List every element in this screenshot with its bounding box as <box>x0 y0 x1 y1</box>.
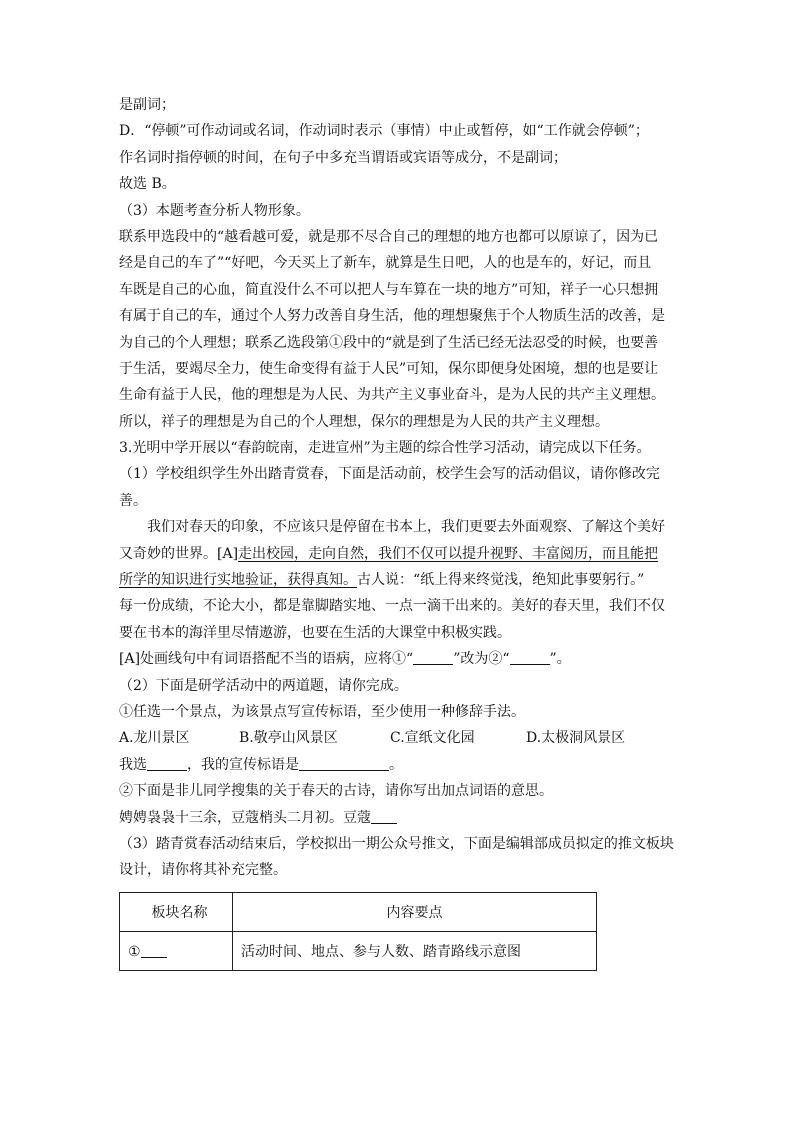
underlined-sentence: 所学的知识进行实地验证，获得真知。 <box>119 572 357 589</box>
text-line <box>119 541 689 567</box>
table-header-cell: 板块名称 <box>120 892 233 931</box>
text-line: 我们对春天的印象，不应该只是停留在书本上，我们更要去外面观察、了解这个美好 <box>147 519 665 536</box>
answer-blank[interactable] <box>510 648 550 665</box>
text-line: 有属于自己的车，通过个人努力改善自身生活，他的理想聚焦于个人物质生活的改善，是 <box>119 308 665 325</box>
table-cell: 活动时间、地点、参与人数、踏青路线示意图 <box>233 931 597 970</box>
text-line: D．“停顿”可作动词或名词，作动词时表示（事情）中止或暂停，如“工作就会停顿”； <box>119 123 649 140</box>
text-span: ”。 <box>549 651 571 668</box>
text-line: ②下面是非儿同学搜集的关于春天的古诗，请你写出加点词语的意思。 <box>119 783 553 800</box>
answer-blank[interactable] <box>141 941 167 958</box>
underlined-sentence: 走出校园，走向自然，我们不仅可以提升视野、丰富阅历，而且能把 <box>238 545 659 562</box>
text-line: （1）学校组织学生外出踏青赏春，下面是活动前，校学生会写的活动倡议，请你修改完 <box>119 466 660 483</box>
text-line <box>119 805 689 831</box>
plan-table <box>119 892 597 971</box>
option-a: A.龙川景区 <box>119 730 190 747</box>
table-header-row <box>120 892 597 931</box>
text-line: 车既是自己的心血，简直没什么不可以把人与车算在一块的地方”可知，祥子一心只想拥 <box>119 281 659 298</box>
text-span: 。 <box>389 756 403 773</box>
answer-blank[interactable] <box>413 648 453 665</box>
text-line: 生命有益于人民，他的理想是为人民、为共产主义事业奋斗，是为人民的共产主义理想。 <box>119 387 665 404</box>
text-line: 故选 B。 <box>119 176 176 193</box>
text-line: 要在书本的海洋里尽情遨游，也要在生活的大课堂中积极实践。 <box>119 624 511 641</box>
text-line <box>119 752 689 778</box>
table-cell <box>120 931 233 970</box>
text-line: 于生活，要竭尽全力，使生命变得有益于人民”可知，保尔即便身处困境，想的也是要让 <box>119 360 659 377</box>
text-line: 每一份成绩，不论大小，都是靠脚踏实地、一点一滴干出来的。美好的春天里，我们不仅 <box>119 598 665 615</box>
option-d: D.太极洞风景区 <box>526 730 626 747</box>
text-line: 所以，祥子的理想是为自己的个人理想，保尔的理想是为人民的共产主义理想。 <box>119 413 609 430</box>
table-row <box>120 931 597 970</box>
text-line: 作名词时指停顿的时间，在句子中多充当谓语或宾语等成分，不是副词； <box>119 149 567 166</box>
text-line: （3）本题考查分析人物形象。 <box>119 202 310 219</box>
option-c: C.宣纸文化园 <box>390 730 475 747</box>
table-header-cell: 内容要点 <box>233 892 597 931</box>
option-b: B.敬亭山风景区 <box>239 730 338 747</box>
text-line: （2）下面是研学活动中的两道题，请你完成。 <box>119 677 408 694</box>
answer-blank[interactable] <box>299 754 389 771</box>
text-line: （3）踏青赏春活动结束后，学校拟出一期公众号推文，下面是编辑部成员拟定的推文板块 <box>119 835 674 852</box>
text-line: 善。 <box>119 492 147 509</box>
answer-blank[interactable] <box>147 754 187 771</box>
text-line: 为自己的个人理想；联系乙选段第①段中的“就是到了生活已经无法忍受的时候，也要善 <box>119 334 659 351</box>
text-line: 联系甲选段中的“越看越可爱，就是那不尽合自己的理想的地方也都可以原谅了，因为已 <box>119 228 659 245</box>
options-row <box>119 725 689 751</box>
text-span: ，我的宣传标语是 <box>187 756 299 773</box>
text-line <box>119 567 689 593</box>
document-page <box>119 92 689 971</box>
text-span: [A]处画线句中有词语搭配不当的语病，应将①“ <box>119 651 414 668</box>
question-heading: 3.光明中学开展以“春韵皖南，走进宣州”为主题的综合性学习活动，请完成以下任务。 <box>119 440 651 457</box>
text-span: 我选 <box>119 756 147 773</box>
text-line: ①任选一个景点，为该景点写宣传标语，至少使用一种修辞手法。 <box>119 703 525 720</box>
text-line <box>119 646 689 672</box>
answer-blank[interactable] <box>371 807 397 824</box>
cell-number: ① <box>128 944 141 961</box>
text-span: 古人说：“纸上得来终觉浅，绝知此事要躬行。” <box>357 572 645 589</box>
text-span: 又奇妙的世界。[A] <box>119 545 239 562</box>
text-line: 经是自己的车了”“好吧，今天买上了新车，就算是生日吧，人的也是车的，好记，而且 <box>119 255 652 272</box>
text-line: 设计，请你将其补充完整。 <box>119 862 287 879</box>
text-span: 娉娉袅袅十三余，豆蔻梢头二月初。豆蔻 <box>119 809 371 826</box>
text-span: ”改为②“ <box>453 651 510 668</box>
text-line: 是副词； <box>119 97 175 113</box>
